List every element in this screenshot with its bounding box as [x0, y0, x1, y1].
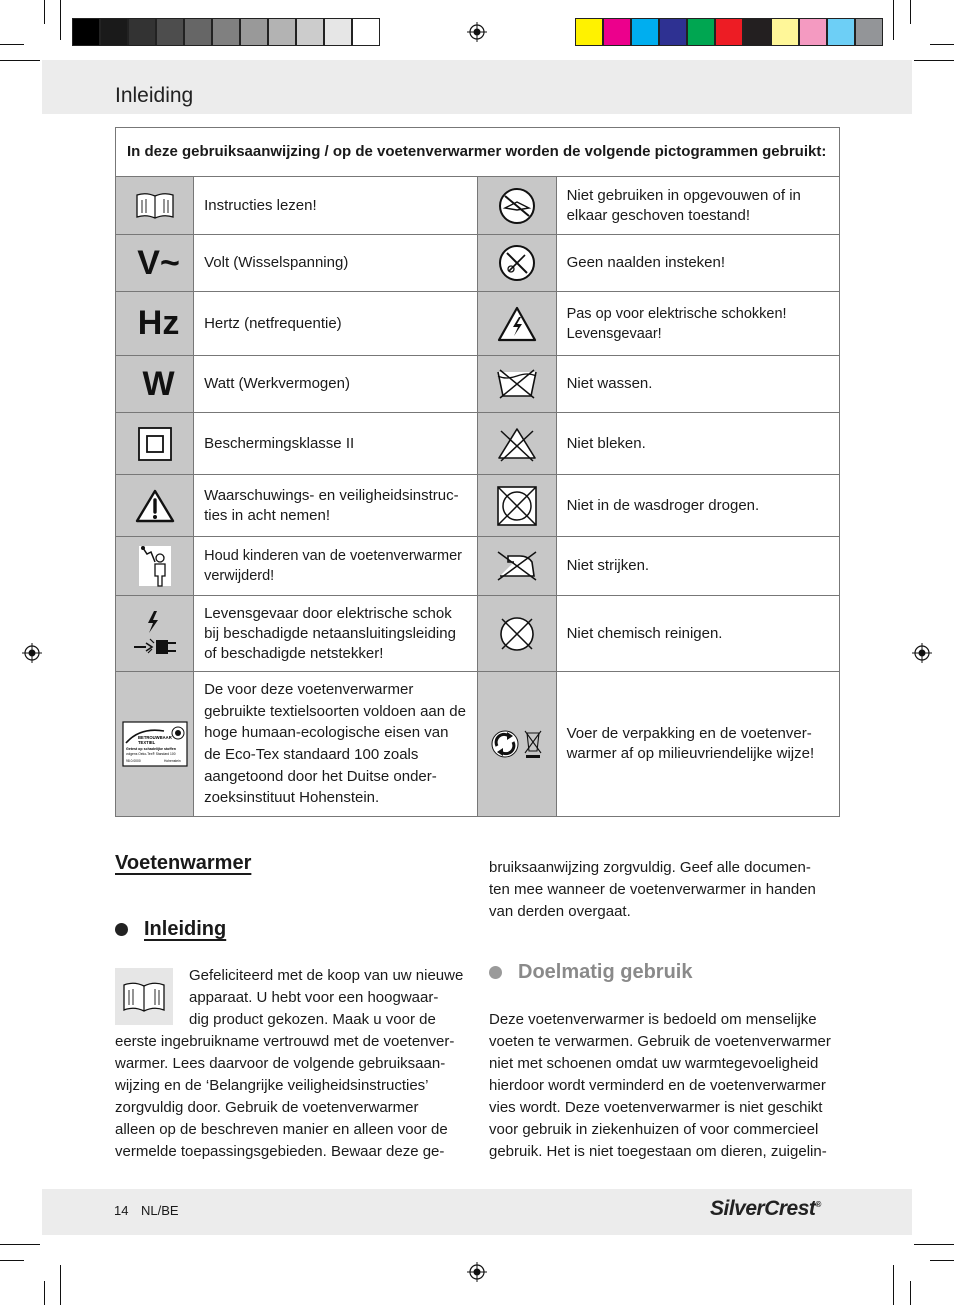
text-line: gebruik. Het is niet toegestaan om dieren, zuigelin-	[489, 1143, 827, 1160]
do-not-wash-icon	[494, 366, 540, 402]
text-line: van derden overgaat.	[489, 903, 631, 920]
table-row	[116, 537, 840, 596]
color-swatch	[771, 18, 799, 46]
color-swatch	[128, 18, 156, 46]
text-line: Deze voetenverwarmer is bedoeld om menselijke	[489, 1011, 817, 1028]
crop-mark	[0, 1260, 24, 1261]
icon-cell	[478, 356, 556, 413]
color-swatch	[296, 18, 324, 46]
text-line: voeten te verwarmen. Gebruik de voetenverwarmer	[489, 1033, 831, 1050]
crop-mark	[910, 1281, 911, 1305]
text-line: warmer. Lees daarvoor de volgende gebruiksaan-	[115, 1055, 446, 1072]
table-row	[116, 356, 840, 413]
text-line: zorgvuldig door. Gebruik de voetenverwarmer	[115, 1099, 419, 1116]
text-line: vermelde toepassingsgebieden. Bewaar deze ge-	[115, 1143, 445, 1160]
intended-use-paragraph	[489, 1009, 841, 1163]
color-swatch	[184, 18, 212, 46]
pictogram-description: Geen naalden insteken!	[556, 235, 839, 292]
icon-cell	[478, 177, 556, 235]
table-header: In deze gebruiksaanwijzing / op de voetenverwarmer worden de volgende pictogrammen gebruikt:	[116, 128, 840, 177]
pictogram-description: De voor deze voetenverwarmer gebruikte textielsoorten voldoen aan de hoge humaan-ecologische eisen van de Eco-Tex standaard 100 zoals aangetoond door het Duitse onder-zoeksinstituut Hohenstein.	[194, 672, 478, 817]
color-swatch	[100, 18, 128, 46]
bullet-icon	[489, 966, 502, 979]
grey-swatch-bar	[72, 18, 380, 46]
hertz-symbol: Hz	[116, 292, 194, 356]
no-needles-icon	[497, 243, 537, 283]
color-swatch	[715, 18, 743, 46]
child-warning-icon	[135, 544, 175, 588]
recycling-and-weee-icon	[491, 727, 543, 761]
color-swatch	[212, 18, 240, 46]
color-swatch	[603, 18, 631, 46]
text-line: niet met schoenen omdat uw warmtegevoeligheid	[489, 1055, 819, 1072]
crop-mark	[910, 0, 911, 24]
icon-cell	[478, 475, 556, 537]
crop-mark	[914, 1244, 954, 1245]
section-heading: Voetenwarmer	[115, 852, 252, 874]
pictogram-table	[115, 127, 840, 817]
pictogram-description: Niet wassen.	[556, 356, 839, 413]
icon-cell	[478, 537, 556, 596]
color-swatch	[324, 18, 352, 46]
intended-use-heading-text: Doelmatig gebruik	[518, 961, 693, 983]
color-swatch	[268, 18, 296, 46]
text-line: ten mee wanneer de voetenverwarmer in handen	[489, 881, 816, 898]
color-swatch	[799, 18, 827, 46]
oekotex-line5: 98.0.0000	[125, 759, 141, 763]
table-row	[116, 177, 840, 235]
color-swatch	[827, 18, 855, 46]
icon-cell	[478, 292, 556, 356]
color-swatch	[156, 18, 184, 46]
oekotex-label-icon	[122, 721, 188, 767]
text-line: hierdoor wordt verminderd en de voetenverwarmer	[489, 1077, 826, 1094]
warning-triangle-icon	[134, 488, 176, 524]
pictogram-description: Waarschuwings- en veiligheidsinstruc-ties in acht nemen!	[194, 475, 478, 537]
icon-cell	[478, 235, 556, 292]
do-not-iron-icon	[494, 548, 540, 584]
pictogram-description: Niet chemisch reinigen.	[556, 596, 839, 672]
icon-cell	[116, 475, 194, 537]
crop-mark	[893, 0, 894, 40]
registration-mark-icon	[467, 22, 487, 42]
crop-mark	[893, 1265, 894, 1305]
pictogram-description: Watt (Werkvermogen)	[194, 356, 478, 413]
table-row	[116, 475, 840, 537]
oekotex-line3: Getest op schadelijke stoffen	[125, 747, 176, 751]
oekotex-line4: volgens Oeko-Tex® Standard 100	[125, 752, 176, 756]
crop-mark	[930, 1260, 954, 1261]
do-not-tumble-dry-icon	[495, 484, 539, 528]
text-line: alleen op de beschreven manier en alleen voor de	[115, 1121, 448, 1138]
protection-class-ii-icon	[137, 426, 173, 462]
pictogram-description: Instructies lezen!	[194, 177, 478, 235]
table-row	[116, 596, 840, 672]
crop-mark	[0, 60, 40, 61]
book-icon	[115, 968, 173, 1025]
color-swatch	[855, 18, 883, 46]
icon-cell	[116, 672, 194, 817]
color-swatch	[631, 18, 659, 46]
intro-paragraph-indented	[189, 965, 489, 1031]
pictogram-description: Niet bleken.	[556, 413, 839, 475]
crop-mark	[60, 1265, 61, 1305]
crop-mark	[44, 0, 45, 24]
color-swatch	[575, 18, 603, 46]
pictogram-description: Pas op voor elektrische schokken! Levensgevaar!	[556, 292, 839, 356]
pictogram-description: Beschermingsklasse II	[194, 413, 478, 475]
icon-cell	[116, 413, 194, 475]
text-line: wijzing en de ‘Belangrijke veiligheidsinstructies’	[115, 1077, 429, 1094]
text-line: Gefeliciteerd met de koop van uw nieuwe	[189, 967, 464, 984]
do-not-dry-clean-icon	[497, 614, 537, 654]
pictogram-description: Houd kinderen van de voetenverwarmer verwijderd!	[194, 537, 478, 596]
do-not-bleach-icon	[495, 425, 539, 463]
text-line: voor gebruik in ziekenhuizen of voor commercieel	[489, 1121, 819, 1138]
language-code: NL/BE	[141, 1203, 179, 1218]
electric-shock-warning-icon	[496, 305, 538, 343]
icon-cell	[478, 596, 556, 672]
color-swatch	[72, 18, 100, 46]
color-swatch	[240, 18, 268, 46]
crop-mark	[930, 44, 954, 45]
registration-mark-icon	[22, 643, 42, 663]
damaged-plug-shock-icon	[130, 609, 180, 659]
crop-mark	[0, 44, 24, 45]
pictogram-description: Voer de verpakking en de voetenver-warmer af op milieuvriendelijke wijze!	[556, 672, 839, 817]
registration-mark-icon	[912, 643, 932, 663]
oekotex-line1: BETROUWBAAR	[137, 735, 172, 740]
bullet-icon	[115, 923, 128, 936]
book-icon	[134, 191, 176, 221]
brand-logo	[710, 1197, 821, 1221]
color-swatch-bar	[575, 18, 883, 46]
page-number: 14	[114, 1203, 129, 1218]
registration-mark-icon	[467, 1262, 487, 1282]
icon-cell	[116, 596, 194, 672]
no-folding-icon	[497, 186, 537, 226]
color-swatch	[352, 18, 380, 46]
brand-registered-mark: ®	[815, 1200, 821, 1209]
color-swatch	[659, 18, 687, 46]
text-line: vies wordt. Deze voetenverwarmer is niet geschikt	[489, 1099, 823, 1116]
pictogram-description: Hertz (netfrequentie)	[194, 292, 478, 356]
watt-symbol: W	[116, 356, 194, 413]
intro-heading	[115, 918, 226, 941]
crop-mark	[914, 60, 954, 61]
icon-cell	[478, 672, 556, 817]
intended-use-heading	[489, 961, 692, 984]
icon-cell	[116, 537, 194, 596]
oekotex-line2: TEXTIEL	[137, 740, 155, 745]
color-swatch	[743, 18, 771, 46]
book-icon-box	[115, 968, 173, 1025]
color-swatch	[687, 18, 715, 46]
crop-mark	[0, 1244, 40, 1245]
pictogram-description: Levensgevaar door elektrische schok bij beschadigde netaansluitingsleiding of beschadigde netstekker!	[194, 596, 478, 672]
table-row	[116, 672, 840, 817]
text-line: bruiksaanwijzing zorgvuldig. Geef alle documen-	[489, 859, 811, 876]
text-line: eerste ingebruikname vertrouwd met de voetenver-	[115, 1033, 455, 1050]
table-row	[116, 413, 840, 475]
crop-mark	[44, 1281, 45, 1305]
pictogram-description: Volt (Wisselspanning)	[194, 235, 478, 292]
icon-cell	[478, 413, 556, 475]
oekotex-line6: Hohenstein	[163, 759, 181, 763]
volt-symbol: V~	[116, 235, 194, 292]
text-line: apparaat. U hebt voor een hoogwaar-	[189, 989, 439, 1006]
pictogram-description: Niet strijken.	[556, 537, 839, 596]
intro-heading-text: Inleiding	[144, 918, 227, 940]
icon-cell	[116, 177, 194, 235]
pictogram-description: Niet gebruiken in opgevouwen of in elkaar geschoven toestand!	[556, 177, 839, 235]
intro-paragraph-continued	[489, 857, 841, 923]
table-row	[116, 292, 840, 356]
pictogram-description: Niet in de wasdroger drogen.	[556, 475, 839, 537]
intro-paragraph	[115, 1031, 467, 1163]
brand-name: SilverCrest	[710, 1197, 816, 1220]
table-row	[116, 235, 840, 292]
text-line: dig product gekozen. Maak u voor de	[189, 1011, 436, 1028]
page-title: Inleiding	[115, 84, 194, 107]
crop-mark	[60, 0, 61, 40]
